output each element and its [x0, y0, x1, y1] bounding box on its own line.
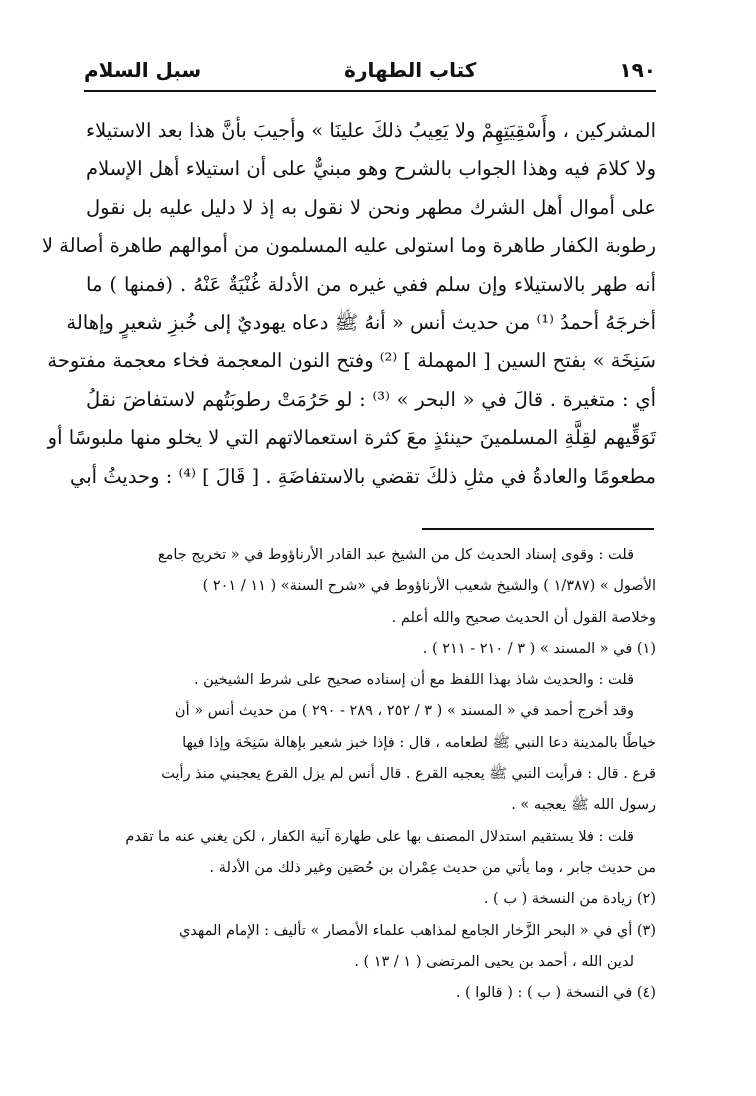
footnote-line: لدين الله ، أحمد بن يحيى المرتضى ( ١ / ١٣ ) .: [354, 953, 634, 970]
footnote-line: وخلاصة القول أن الحديث صحيح والله أعلم .: [391, 609, 656, 626]
footnote-line: قلت : فلا يستقيم استدلال المصنف بها على طهارة آنية الكفار ، لكن يغني عنه ما تقدم: [125, 828, 634, 845]
footnote-separator: [422, 528, 654, 530]
footnote-line: من حديث جابر ، وما يأتي من حديث عِمْران بن حُصَين وغير ذلك من الأدلة .: [209, 859, 656, 876]
header-rule: [84, 90, 656, 92]
running-header: [84, 52, 656, 88]
page-number: ١٩٠: [619, 58, 656, 82]
body-line: ولا كلامَ فيه وهذا الجواب بالشرح وهو مبنيٌّ على أن استيلاء أهل الإسلام: [86, 157, 656, 181]
book-title: سبل السلام: [84, 58, 202, 82]
footnote-line: وقد أخرج أحمد في « المسند » ( ٣ / ٢٥٢ ، ٢٨٩ - ٢٩٠ ) من حديث أنس « أن: [174, 703, 634, 720]
footnote-line: قلت : وقوى إسناد الحديث كل من الشيخ عبد القادر الأرناؤوط في « تخريج جامع: [157, 547, 634, 563]
body-line: سَنِخَة » بفتح السين [ المهملة ] ⁽²⁾ وفتح النون المعجمة فخاء معجمة مفتوحة: [47, 349, 656, 373]
footnotes: [86, 540, 656, 1009]
chapter-title: كتاب الطهارة: [344, 58, 477, 82]
footnote-line: رسول الله ﷺ يعجبه » .: [511, 797, 656, 814]
footnote-line: الأصول » (١/٣٨٧ ) والشيخ شعيب الأرناؤوط في «شرح السنة» ( ١١ / ٢٠١ ): [202, 578, 656, 595]
footnote-line: خياطًا بالمدينة دعا النبي ﷺ لطعامه ، قال : فإذا خبز شعير بإهالة سَنِخَة وإذا فيها: [182, 734, 656, 751]
footnote-line: (٣) أي في « البحر الزَّخار الجامع لمذاهب علماء الأمصار » تأليف : الإمام المهدي: [178, 922, 656, 939]
body-line: مطعومًا والعادةُ في مثلِ ذلكَ تقضي بالاستفاضَةِ . [ قَالَ ] ⁽⁴⁾ : وحديثُ أبي: [69, 464, 656, 488]
main-text: [41, 112, 656, 496]
footnote-line: قلت : والحديث شاذ بهذا اللفظ مع أن إسناده صحيح على شرط الشيخين .: [193, 672, 634, 689]
footnote-line: (٤) في النسخة ( ب ) : ( قالوا ) .: [455, 985, 656, 1002]
body-line: أنه طهر بالاستيلاء وإن سلم ففي غيره من الأدلة غُنْيَةٌ عَنْهُ . (فمنها ) ما: [86, 272, 656, 296]
footnote-line: (١) في « المسند » ( ٣ / ٢١٠ - ٢١١ ) .: [422, 640, 656, 657]
body-line: أخرجَهُ أحمدُ ⁽¹⁾ من حديث أنس « أنهُ ﷺ دعاه يهوديٌ إلى خُبزِ شعيرٍ وإهالة: [66, 311, 656, 335]
body-line: تَوَقِّيهم لقِلَّةِ المسلمينَ حينئذٍ معَ كثرة استعمالاتهم التي لا يخلو منها ملبوسًا أو: [47, 426, 656, 450]
body-line: رطوبة الكفار طاهرة وما استولى عليه المسلمون من أموالهم طاهرة أصالة لا: [41, 234, 656, 258]
body-line: أي : متغيرة . قالَ في « البحر » ⁽³⁾ : لو حَرُمَتْ رطوبَتُهم لاستفاضَ نقلُ: [86, 387, 656, 411]
body-line: على أموال أهل الشرك مطهر ونحن لا نقول به إذ لا دليل عليه بل نقول: [86, 195, 656, 219]
body-line: المشركين ، وأَسْقِيَتِهِمْ ولا يَعِيبُ ذلكَ علينَا » وأجيبَ بأنَّ هذا بعد الاستيلاء: [86, 119, 656, 142]
footnote-line: قرع . قال : فرأيت النبي ﷺ يعجبه القرع . قال أنس لم يزل القرع يعجبني منذ رأيت: [161, 766, 656, 783]
footnote-line: (٢) زيادة من النسخة ( ب ) .: [483, 891, 656, 908]
